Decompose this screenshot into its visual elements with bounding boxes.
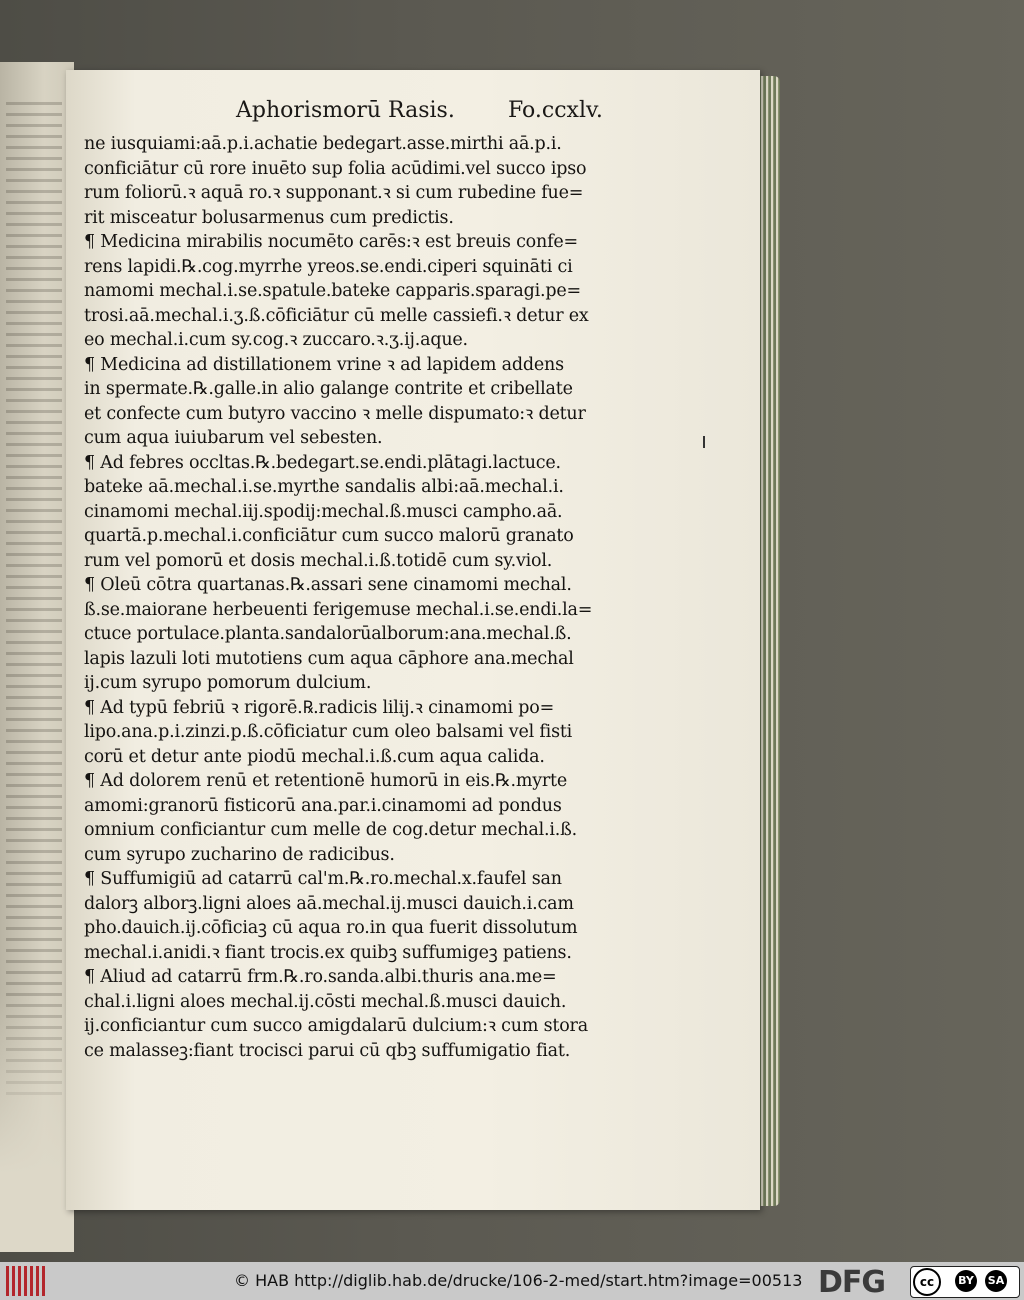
text-line: ¶ Suffumigiū ad catarrū cal'm.℞.ro.mechal.x.faufel san (84, 869, 562, 889)
text-line: mechal.i.anidi.ꝛ fiant trocis.ex quibꝫ suffumigeꝫ patiens. (84, 942, 572, 963)
text-line: ¶ Ad dolorem renū et retentionē humorū in eis.℞.myrte (84, 771, 568, 791)
text-line: ¶ Medicina mirabilis nocumēto carēs:ꝛ est breuis confe= (84, 232, 578, 252)
text-line: dalorꝫ alborꝫ.ligni aloes aā.mechal.ij.musci dauich.i.cam (84, 893, 574, 914)
cc-icon: cc (913, 1268, 941, 1296)
previous-page-edge (0, 62, 74, 1252)
text-line: ij.cum syrupo pomorum dulcium. (84, 673, 372, 693)
running-title: Aphorismorū Rasis. (236, 98, 455, 123)
text-line: rens lapidi.℞.cog.myrrhe yreos.se.endi.ciperi squināti ci (84, 256, 573, 277)
copyright-link[interactable]: © HAB http://diglib.hab.de/drucke/106-2-med/start.htm?image=00513 (234, 1271, 803, 1290)
footer-bar (0, 1262, 1024, 1300)
sa-icon: SA (985, 1270, 1007, 1292)
text-line: conficiātur cū rore inuēto sup folia acūdimi.vel succo ipso (84, 158, 587, 179)
text-line: trosi.aā.mechal.i.ʒ.ß.cōficiātur cū melle cassiefi.ꝛ detur ex (84, 305, 589, 326)
text-line: et confecte cum butyro vaccino ꝛ melle dispumato:ꝛ detur (84, 403, 586, 424)
text-line: rum vel pomorū et dosis mechal.i.ß.totidē cum sy.viol. (84, 550, 553, 571)
text-line: lipo.ana.p.i.zinzi.p.ß.cōficiatur cum oleo balsami vel fisti (84, 722, 573, 742)
text-line: omnium conficiantur cum melle de cog.detur mechal.i.ß. (84, 820, 577, 840)
text-line: cum aqua iuiubarum vel sebesten. (84, 428, 383, 448)
text-block (84, 132, 644, 1063)
running-head (236, 98, 636, 132)
text-line: ¶ Ad typū febriū ꝛ rigorē.℞.radicis lilij.ꝛ cinamomi po= (84, 697, 555, 718)
text-line: ne iusquiami:aā.p.i.achatie bedegart.asse.mirthi aā.p.i. (84, 134, 562, 154)
dfg-logo[interactable]: DFG (818, 1265, 886, 1300)
text-line: ¶ Aliud ad catarrū frm.℞.ro.sanda.albi.thuris ana.me= (84, 967, 557, 987)
text-line: in spermate.℞.galle.in alio galange contrite et cribellate (84, 379, 573, 399)
text-line: rum foliorū.ꝛ aquā ro.ꝛ supponant.ꝛ si cum rubedine fue= (84, 183, 584, 203)
by-icon: BY (955, 1270, 977, 1292)
text-line: ß.se.maiorane herbeuenti ferigemuse mechal.i.se.endi.la= (84, 599, 593, 620)
text-line: ¶ Oleū cōtra quartanas.℞.assari sene cinamomi mechal. (84, 575, 572, 595)
text-line: cinamomi mechal.iij.spodij:mechal.ß.musci campho.aā. (84, 501, 563, 522)
page-fade (0, 992, 74, 1252)
text-line: pho.dauich.ij.cōficiaꝫ cū aqua ro.in qua fuerit dissolutum (84, 918, 578, 938)
barcode-icon (6, 1266, 46, 1296)
text-line: ¶ Ad febres occltas.℞.bedegart.se.endi.plātagi.lactuce. (84, 452, 561, 473)
text-line: rit misceatur bolusarmenus cum predictis. (84, 207, 454, 228)
margin-mark (703, 436, 705, 448)
folio-number: Fo.ccxlv. (508, 98, 603, 123)
text-line: eo mechal.i.cum sy.cog.ꝛ zuccaro.ꝛ.ʒ.ij.aque. (84, 330, 468, 350)
cc-by-sa-icon[interactable] (910, 1266, 1020, 1298)
text-line: cum syrupo zucharino de radicibus. (84, 844, 395, 865)
text-line: ce malasseꝫ:fiant trocisci parui cū qbꝫ suffumigatio fiat. (84, 1040, 571, 1061)
text-line: amomi:granorū fisticorū ana.par.i.cinamomi ad pondus (84, 795, 562, 816)
text-line: quartā.p.mechal.i.conficiātur cum succo malorū granato (84, 526, 574, 546)
text-line: lapis lazuli loti mutotiens cum aqua cāphore ana.mechal (84, 648, 574, 669)
text-line: ¶ Medicina ad distillationem vrine ꝛ ad lapidem addens (84, 354, 564, 375)
show-through-text (6, 102, 62, 1102)
text-line: chal.i.ligni aloes mechal.ij.cōsti mechal.ß.musci dauich. (84, 991, 567, 1012)
text-line: corū et detur ante piodū mechal.i.ß.cum aqua calida. (84, 746, 545, 767)
text-line: ij.conficiantur cum succo amigdalarū dulcium:ꝛ cum stora (84, 1016, 588, 1036)
text-line: bateke aā.mechal.i.se.myrthe sandalis albi:aā.mechal.i. (84, 477, 564, 497)
text-line: ctuce portulace.planta.sandalorūalborum:ana.mechal.ß. (84, 624, 572, 644)
text-line: namomi mechal.i.se.spatule.bateke capparis.sparagi.pe= (84, 281, 582, 301)
